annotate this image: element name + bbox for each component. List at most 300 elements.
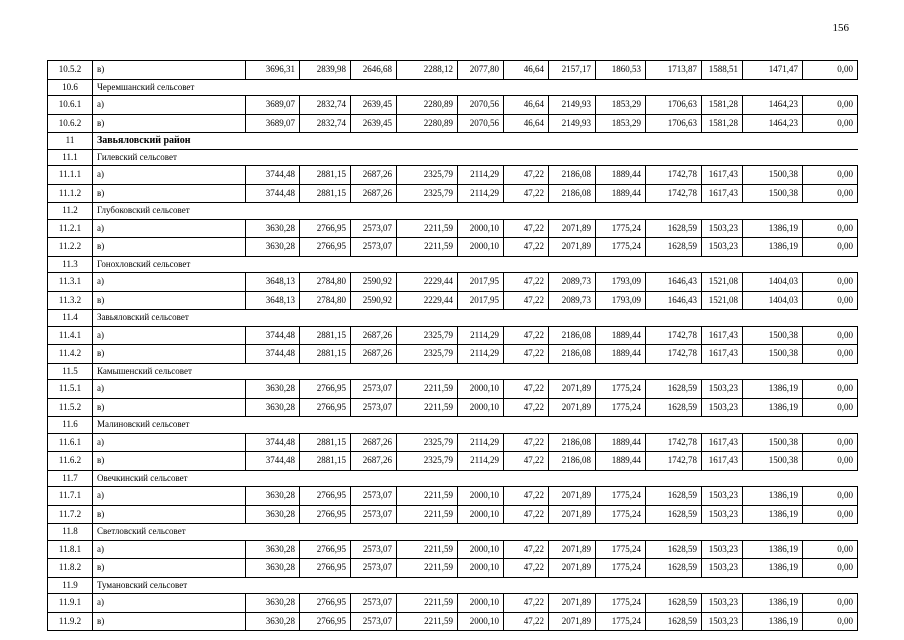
value-cell: 3696,31 — [246, 61, 300, 80]
value-cell: 0,00 — [803, 61, 858, 80]
value-cell: 2211,59 — [397, 380, 458, 399]
value-cell: 47,22 — [504, 559, 549, 578]
value-cell: 0,00 — [803, 96, 858, 115]
table-row — [48, 61, 858, 80]
value-cell: 3630,28 — [246, 398, 300, 417]
value-cell: 2071,89 — [549, 398, 596, 417]
table-row — [48, 273, 858, 292]
value-cell: 1853,29 — [596, 96, 646, 115]
value-cell: 2766,95 — [300, 487, 351, 506]
value-cell: 1793,09 — [596, 273, 646, 292]
row-label: в) — [93, 559, 246, 578]
value-cell: 1742,78 — [646, 184, 702, 203]
table-body — [48, 61, 858, 631]
value-cell: 1706,63 — [646, 114, 702, 133]
value-cell: 1646,43 — [646, 291, 702, 310]
value-cell: 1581,28 — [702, 96, 743, 115]
table-row — [48, 433, 858, 452]
table-row — [48, 612, 858, 631]
section-row — [48, 577, 858, 594]
value-cell: 3630,28 — [246, 540, 300, 559]
value-cell: 1889,44 — [596, 433, 646, 452]
value-cell: 2839,98 — [300, 61, 351, 80]
value-cell: 47,22 — [504, 166, 549, 185]
value-cell: 2071,89 — [549, 612, 596, 631]
value-cell: 0,00 — [803, 559, 858, 578]
row-code: 11.3.2 — [48, 291, 93, 310]
value-cell: 1503,23 — [702, 487, 743, 506]
section-name: Гилевский сельсовет — [93, 149, 858, 166]
value-cell: 2881,15 — [300, 433, 351, 452]
value-cell: 3630,28 — [246, 505, 300, 524]
section-code: 11.3 — [48, 256, 93, 273]
row-label: а) — [93, 96, 246, 115]
row-label: в) — [93, 505, 246, 524]
value-cell: 46,64 — [504, 114, 549, 133]
value-cell: 1628,59 — [646, 540, 702, 559]
row-label: в) — [93, 291, 246, 310]
value-cell: 2590,92 — [351, 273, 397, 292]
value-cell: 1628,59 — [646, 505, 702, 524]
value-cell: 3630,28 — [246, 487, 300, 506]
value-cell: 2000,10 — [458, 594, 504, 613]
table-row — [48, 345, 858, 364]
section-row — [48, 133, 858, 150]
value-cell: 2325,79 — [397, 326, 458, 345]
value-cell: 2832,74 — [300, 96, 351, 115]
row-label: в) — [93, 184, 246, 203]
value-cell: 2687,26 — [351, 166, 397, 185]
value-cell: 2766,95 — [300, 559, 351, 578]
value-cell: 1386,19 — [743, 238, 803, 257]
page-number: 156 — [832, 22, 849, 34]
table-row — [48, 326, 858, 345]
section-code: 11.1 — [48, 149, 93, 166]
value-cell: 1775,24 — [596, 559, 646, 578]
value-cell: 2211,59 — [397, 612, 458, 631]
value-cell: 2000,10 — [458, 487, 504, 506]
value-cell: 2071,89 — [549, 505, 596, 524]
value-cell: 3689,07 — [246, 96, 300, 115]
value-cell: 2766,95 — [300, 219, 351, 238]
value-cell: 2157,17 — [549, 61, 596, 80]
row-label: а) — [93, 326, 246, 345]
value-cell: 2000,10 — [458, 559, 504, 578]
value-cell: 0,00 — [803, 452, 858, 471]
value-cell: 2114,29 — [458, 184, 504, 203]
table-row — [48, 452, 858, 471]
value-cell: 47,22 — [504, 219, 549, 238]
section-row — [48, 524, 858, 541]
table-row — [48, 487, 858, 506]
value-cell: 1500,38 — [743, 166, 803, 185]
value-cell: 1386,19 — [743, 594, 803, 613]
value-cell: 2114,29 — [458, 326, 504, 345]
value-cell: 2000,10 — [458, 219, 504, 238]
table-row — [48, 594, 858, 613]
table-row — [48, 166, 858, 185]
value-cell: 0,00 — [803, 612, 858, 631]
value-cell: 3744,48 — [246, 452, 300, 471]
section-code: 11.5 — [48, 363, 93, 380]
value-cell: 1775,24 — [596, 487, 646, 506]
value-cell: 1404,03 — [743, 273, 803, 292]
row-label: в) — [93, 61, 246, 80]
value-cell: 1713,87 — [646, 61, 702, 80]
value-cell: 2186,08 — [549, 452, 596, 471]
value-cell: 1471,47 — [743, 61, 803, 80]
row-label: в) — [93, 612, 246, 631]
value-cell: 2325,79 — [397, 166, 458, 185]
value-cell: 1706,63 — [646, 96, 702, 115]
value-cell: 2766,95 — [300, 540, 351, 559]
value-cell: 1500,38 — [743, 433, 803, 452]
value-cell: 1464,23 — [743, 114, 803, 133]
value-cell: 2590,92 — [351, 291, 397, 310]
value-cell: 2881,15 — [300, 166, 351, 185]
value-cell: 2325,79 — [397, 452, 458, 471]
value-cell: 3648,13 — [246, 273, 300, 292]
value-cell: 2114,29 — [458, 433, 504, 452]
value-cell: 2687,26 — [351, 345, 397, 364]
table-row — [48, 114, 858, 133]
value-cell: 1889,44 — [596, 326, 646, 345]
section-code: 11.6 — [48, 417, 93, 434]
value-cell: 1503,23 — [702, 380, 743, 399]
value-cell: 3744,48 — [246, 345, 300, 364]
value-cell: 2573,07 — [351, 487, 397, 506]
value-cell: 0,00 — [803, 487, 858, 506]
value-cell: 47,22 — [504, 380, 549, 399]
value-cell: 2280,89 — [397, 96, 458, 115]
value-cell: 1386,19 — [743, 559, 803, 578]
value-cell: 2784,80 — [300, 273, 351, 292]
value-cell: 2766,95 — [300, 398, 351, 417]
section-row — [48, 79, 858, 96]
row-code: 11.7.1 — [48, 487, 93, 506]
value-cell: 0,00 — [803, 398, 858, 417]
section-code: 11.7 — [48, 470, 93, 487]
row-code: 11.2.2 — [48, 238, 93, 257]
section-name: Завьяловский сельсовет — [93, 310, 858, 327]
value-cell: 1628,59 — [646, 219, 702, 238]
value-cell: 0,00 — [803, 291, 858, 310]
value-cell: 2211,59 — [397, 540, 458, 559]
value-cell: 1500,38 — [743, 452, 803, 471]
value-cell: 1503,23 — [702, 505, 743, 524]
value-cell: 2211,59 — [397, 505, 458, 524]
value-cell: 47,22 — [504, 238, 549, 257]
value-cell: 1404,03 — [743, 291, 803, 310]
table-row — [48, 184, 858, 203]
value-cell: 1889,44 — [596, 452, 646, 471]
value-cell: 1617,43 — [702, 326, 743, 345]
value-cell: 1628,59 — [646, 559, 702, 578]
value-cell: 1503,23 — [702, 540, 743, 559]
value-cell: 2186,08 — [549, 166, 596, 185]
section-name: Светловский сельсовет — [93, 524, 858, 541]
value-cell: 2766,95 — [300, 594, 351, 613]
row-code: 11.6.2 — [48, 452, 93, 471]
value-cell: 1386,19 — [743, 540, 803, 559]
value-cell: 47,22 — [504, 291, 549, 310]
value-cell: 0,00 — [803, 433, 858, 452]
value-cell: 2071,89 — [549, 594, 596, 613]
value-cell: 2077,80 — [458, 61, 504, 80]
value-cell: 1386,19 — [743, 380, 803, 399]
value-cell: 1503,23 — [702, 559, 743, 578]
value-cell: 47,22 — [504, 273, 549, 292]
value-cell: 0,00 — [803, 540, 858, 559]
value-cell: 1742,78 — [646, 433, 702, 452]
value-cell: 2149,93 — [549, 114, 596, 133]
section-row — [48, 149, 858, 166]
value-cell: 2089,73 — [549, 291, 596, 310]
value-cell: 1581,28 — [702, 114, 743, 133]
value-cell: 2573,07 — [351, 594, 397, 613]
row-code: 11.5.2 — [48, 398, 93, 417]
value-cell: 1889,44 — [596, 166, 646, 185]
value-cell: 2639,45 — [351, 96, 397, 115]
value-cell: 1775,24 — [596, 505, 646, 524]
value-cell: 2229,44 — [397, 291, 458, 310]
row-label: а) — [93, 380, 246, 399]
row-code: 11.3.1 — [48, 273, 93, 292]
section-name: Овечкинский сельсовет — [93, 470, 858, 487]
row-label: в) — [93, 114, 246, 133]
value-cell: 2070,56 — [458, 114, 504, 133]
value-cell: 0,00 — [803, 505, 858, 524]
value-cell: 0,00 — [803, 380, 858, 399]
value-cell: 2881,15 — [300, 345, 351, 364]
row-code: 11.8.1 — [48, 540, 93, 559]
value-cell: 3744,48 — [246, 433, 300, 452]
section-code: 11.9 — [48, 577, 93, 594]
row-label: а) — [93, 219, 246, 238]
value-cell: 3630,28 — [246, 238, 300, 257]
value-cell: 2071,89 — [549, 559, 596, 578]
value-cell: 2766,95 — [300, 505, 351, 524]
value-cell: 46,64 — [504, 96, 549, 115]
value-cell: 0,00 — [803, 273, 858, 292]
value-cell: 1503,23 — [702, 238, 743, 257]
value-cell: 2325,79 — [397, 184, 458, 203]
value-cell: 2070,56 — [458, 96, 504, 115]
value-cell: 2229,44 — [397, 273, 458, 292]
section-row — [48, 256, 858, 273]
value-cell: 47,22 — [504, 184, 549, 203]
value-cell: 1775,24 — [596, 612, 646, 631]
value-cell: 2186,08 — [549, 433, 596, 452]
value-cell: 1775,24 — [596, 219, 646, 238]
value-cell: 1775,24 — [596, 398, 646, 417]
value-cell: 2186,08 — [549, 326, 596, 345]
section-name: Малиновский сельсовет — [93, 417, 858, 434]
value-cell: 1500,38 — [743, 345, 803, 364]
value-cell: 2573,07 — [351, 238, 397, 257]
row-code: 11.4.1 — [48, 326, 93, 345]
table-row — [48, 398, 858, 417]
section-row — [48, 310, 858, 327]
value-cell: 3630,28 — [246, 594, 300, 613]
value-cell: 2766,95 — [300, 612, 351, 631]
value-cell: 2114,29 — [458, 345, 504, 364]
row-label: а) — [93, 540, 246, 559]
value-cell: 3630,28 — [246, 559, 300, 578]
value-cell: 2211,59 — [397, 219, 458, 238]
value-cell: 1464,23 — [743, 96, 803, 115]
value-cell: 1588,51 — [702, 61, 743, 80]
value-cell: 1889,44 — [596, 184, 646, 203]
section-row — [48, 470, 858, 487]
value-cell: 0,00 — [803, 166, 858, 185]
value-cell: 1617,43 — [702, 184, 743, 203]
value-cell: 0,00 — [803, 184, 858, 203]
table-row — [48, 96, 858, 115]
value-cell: 2288,12 — [397, 61, 458, 80]
section-name: Камышенский сельсовет — [93, 363, 858, 380]
table-row — [48, 380, 858, 399]
section-name: Гонохловский сельсовет — [93, 256, 858, 273]
value-cell: 1628,59 — [646, 398, 702, 417]
row-code: 10.5.2 — [48, 61, 93, 80]
value-cell: 1860,53 — [596, 61, 646, 80]
value-cell: 1617,43 — [702, 345, 743, 364]
value-cell: 3648,13 — [246, 291, 300, 310]
section-name: Глубоковский сельсовет — [93, 203, 858, 220]
value-cell: 1386,19 — [743, 398, 803, 417]
value-cell: 1617,43 — [702, 452, 743, 471]
value-cell: 0,00 — [803, 114, 858, 133]
table-row — [48, 505, 858, 524]
row-code: 11.6.1 — [48, 433, 93, 452]
value-cell: 2573,07 — [351, 380, 397, 399]
value-cell: 47,22 — [504, 398, 549, 417]
value-cell: 3630,28 — [246, 219, 300, 238]
value-cell: 1628,59 — [646, 487, 702, 506]
section-code: 11 — [48, 133, 93, 150]
value-cell: 2114,29 — [458, 166, 504, 185]
section-code: 11.4 — [48, 310, 93, 327]
row-code: 11.9.1 — [48, 594, 93, 613]
value-cell: 2071,89 — [549, 238, 596, 257]
value-cell: 2573,07 — [351, 398, 397, 417]
value-cell: 2114,29 — [458, 452, 504, 471]
value-cell: 1521,08 — [702, 291, 743, 310]
value-cell: 2149,93 — [549, 96, 596, 115]
value-cell: 1628,59 — [646, 594, 702, 613]
value-cell: 2881,15 — [300, 452, 351, 471]
value-cell: 47,22 — [504, 612, 549, 631]
row-label: а) — [93, 594, 246, 613]
value-cell: 2017,95 — [458, 291, 504, 310]
value-cell: 2573,07 — [351, 540, 397, 559]
value-cell: 2000,10 — [458, 540, 504, 559]
section-row — [48, 203, 858, 220]
value-cell: 1521,08 — [702, 273, 743, 292]
value-cell: 1386,19 — [743, 612, 803, 631]
value-cell: 1386,19 — [743, 505, 803, 524]
value-cell: 2211,59 — [397, 594, 458, 613]
value-cell: 1628,59 — [646, 380, 702, 399]
value-cell: 1775,24 — [596, 540, 646, 559]
value-cell: 1646,43 — [646, 273, 702, 292]
value-cell: 2000,10 — [458, 380, 504, 399]
value-cell: 2211,59 — [397, 398, 458, 417]
value-cell: 2325,79 — [397, 433, 458, 452]
row-code: 11.5.1 — [48, 380, 93, 399]
row-code: 10.6.1 — [48, 96, 93, 115]
row-label: а) — [93, 166, 246, 185]
value-cell: 1503,23 — [702, 398, 743, 417]
value-cell: 1793,09 — [596, 291, 646, 310]
value-cell: 1617,43 — [702, 166, 743, 185]
value-cell: 1742,78 — [646, 452, 702, 471]
value-cell: 47,22 — [504, 540, 549, 559]
value-cell: 2573,07 — [351, 505, 397, 524]
value-cell: 2000,10 — [458, 398, 504, 417]
row-code: 11.1.2 — [48, 184, 93, 203]
row-label: а) — [93, 273, 246, 292]
value-cell: 47,22 — [504, 433, 549, 452]
value-cell: 2639,45 — [351, 114, 397, 133]
value-cell: 46,64 — [504, 61, 549, 80]
value-cell: 1775,24 — [596, 380, 646, 399]
value-cell: 1889,44 — [596, 345, 646, 364]
row-code: 11.4.2 — [48, 345, 93, 364]
value-cell: 1617,43 — [702, 433, 743, 452]
value-cell: 1853,29 — [596, 114, 646, 133]
value-cell: 3689,07 — [246, 114, 300, 133]
value-cell: 47,22 — [504, 487, 549, 506]
value-cell: 1503,23 — [702, 594, 743, 613]
value-cell: 2573,07 — [351, 612, 397, 631]
section-code: 11.8 — [48, 524, 93, 541]
value-cell: 47,22 — [504, 594, 549, 613]
tariff-table — [47, 60, 858, 631]
value-cell: 47,22 — [504, 345, 549, 364]
value-cell: 2573,07 — [351, 219, 397, 238]
row-label: а) — [93, 433, 246, 452]
value-cell: 0,00 — [803, 594, 858, 613]
table-row — [48, 540, 858, 559]
table-row — [48, 219, 858, 238]
value-cell: 2646,68 — [351, 61, 397, 80]
section-row — [48, 417, 858, 434]
row-code: 10.6.2 — [48, 114, 93, 133]
section-row — [48, 363, 858, 380]
row-label: в) — [93, 452, 246, 471]
value-cell: 2186,08 — [549, 184, 596, 203]
value-cell: 2766,95 — [300, 380, 351, 399]
value-cell: 0,00 — [803, 238, 858, 257]
value-cell: 1503,23 — [702, 219, 743, 238]
value-cell: 1628,59 — [646, 612, 702, 631]
value-cell: 1775,24 — [596, 238, 646, 257]
value-cell: 2766,95 — [300, 238, 351, 257]
row-code: 11.1.1 — [48, 166, 93, 185]
section-name: Тумановский сельсовет — [93, 577, 858, 594]
value-cell: 2573,07 — [351, 559, 397, 578]
value-cell: 2784,80 — [300, 291, 351, 310]
value-cell: 3744,48 — [246, 184, 300, 203]
value-cell: 1500,38 — [743, 326, 803, 345]
value-cell: 2017,95 — [458, 273, 504, 292]
value-cell: 2071,89 — [549, 487, 596, 506]
table-row — [48, 291, 858, 310]
value-cell: 3630,28 — [246, 380, 300, 399]
row-code: 11.8.2 — [48, 559, 93, 578]
